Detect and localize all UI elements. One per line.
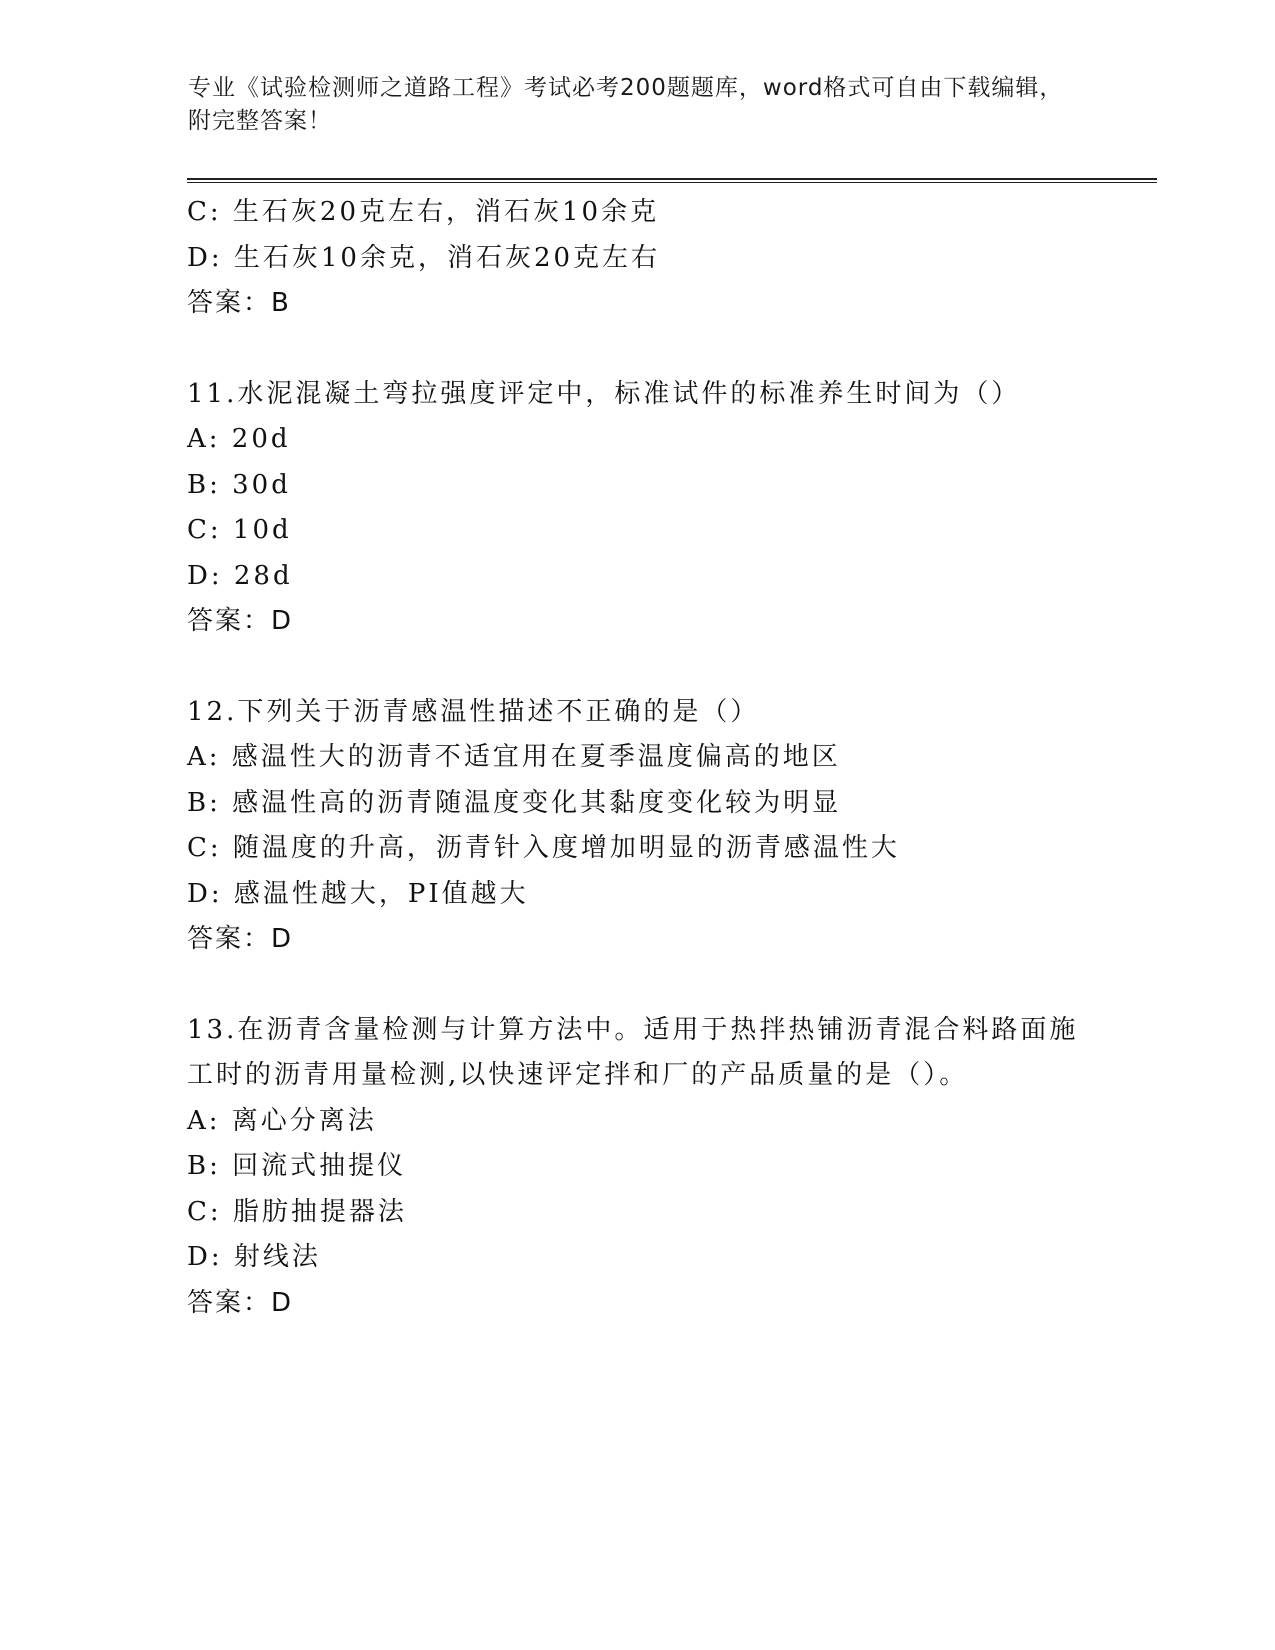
question-block-12 (187, 690, 1107, 963)
option-d: D: 射线法 (187, 1242, 321, 1272)
answer-line: 答案：D (187, 606, 294, 636)
option-d: D: 生石灰10余克，消石灰20克左右 (187, 242, 661, 273)
question-block-11 (187, 372, 1107, 645)
option-c: C: 脂肪抽提器法 (187, 1196, 407, 1227)
option-c: C: 生石灰20克左右，消石灰10余克 (187, 197, 660, 227)
option-b: B: 感温性高的沥青随温度变化其黏度变化较为明显 (187, 787, 842, 818)
option-c: C: 10d (187, 515, 292, 545)
question-stem: 12.下列关于沥青感温性描述不正确的是（） (187, 696, 760, 727)
option-b: B: 回流式抽提仪 (187, 1151, 407, 1181)
question-stem: 11.水泥混凝土弯拉强度评定中，标准试件的标准养生时间为（） (187, 378, 1021, 409)
page-header: 专业《试验检测师之道路工程》考试必考200题题库，word格式可自由下载编辑，附完整答案！ (188, 75, 1064, 134)
answer-line: 答案：D (187, 924, 294, 954)
option-a: A: 感温性大的沥青不适宜用在夏季温度偏高的地区 (187, 742, 841, 772)
question-stem: 13.在沥青含量检测与计算方法中。适用于热拌热铺沥青混合料路面施工时的沥青用量检测,以快速评定拌和厂的产品质量的是（）。 (187, 1014, 1079, 1090)
option-a: A: 离心分离法 (187, 1105, 377, 1136)
option-d: D: 28d (187, 560, 293, 591)
document-body (187, 190, 1107, 1326)
option-c: C: 随温度的升高，沥青针入度增加明显的沥青感温性大 (187, 833, 900, 863)
question-block-13 (187, 1008, 1107, 1327)
option-b: B: 30d (187, 469, 291, 500)
option-a: A: 20d (187, 424, 291, 454)
question-block-10-tail (187, 190, 1107, 327)
header-divider (187, 178, 1157, 183)
answer-line: 答案：D (187, 1287, 294, 1318)
answer-line: 答案：B (187, 288, 291, 318)
option-d: D: 感温性越大，PI值越大 (187, 878, 529, 909)
